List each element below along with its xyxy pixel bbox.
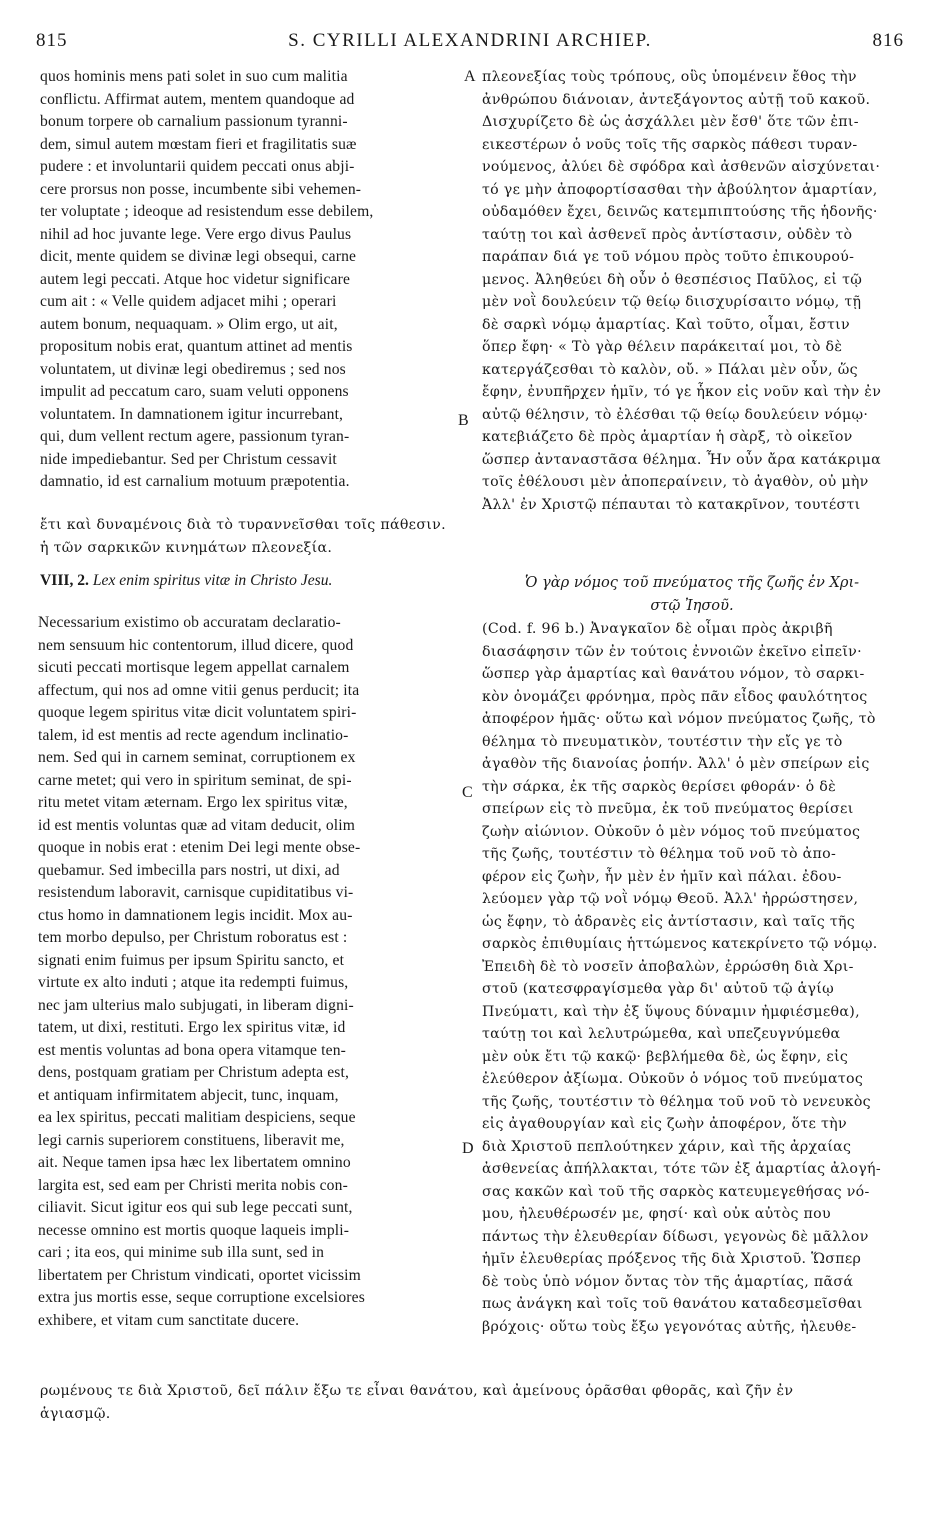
text-line: ὡς ἔφην, τὸ ἀδρανὲς εἰς ἀντίστασιν, καὶ ταῖς τῆς (482, 913, 856, 930)
text-line: ter voluptate ; ideoque ad resistendum esse debilem, (40, 203, 374, 220)
text-line: ὥσπερ γὰρ ἁμαρτίας καὶ θανάτου νόμον, τὸ σαρκι- (482, 666, 865, 682)
text-line: δὲ σαρκὶ νόμῳ ἁμαρτίας. Καὶ τοῦτο, οἶμαι, ἔστιν (482, 316, 850, 333)
text-line: nem. Sed qui in carnem seminat, corruptionem ex (38, 749, 356, 766)
text-line: dem, simul autem mœstam fieri et fragilitatis suæ (40, 135, 357, 153)
text-line: ἡμῖν ἐλευθερίας πρόξενος τῆς διὰ Χριστοῦ. Ὥσπερ (482, 1251, 862, 1267)
greek-section-heading (482, 572, 902, 617)
text-line: impulit ad peccatum caro, suam veluti opponens (40, 383, 349, 400)
section-title-latin: Lex enim spiritus vitæ in Christo Jesu. (92, 572, 333, 589)
text-line: ζωὴν αἰώνιον. Οὐκοῦν ὁ μὲν νόμος τοῦ πνεύματος (482, 823, 861, 840)
text-line: κὸν ὀνομάζει φρόνημα, πρὸς πᾶν εἶδος φαυλότητος (482, 688, 868, 705)
text-line: νούμενος, ἀλύει δὲ σφόδρα καὶ ἀσθενῶν αἰσχύνεται· (482, 159, 881, 175)
text-line: τῆς ζωῆς, τουτέστιν τὸ θέλημα τοῦ νοῦ τὸ νενευκὸς (482, 1093, 871, 1110)
text-line: affectum, qui nos ad omne vitii genus perducit; ita (38, 681, 360, 699)
page-number-left: 815 (36, 30, 68, 51)
text-line: μὲν νοῒ δουλεύειν τῷ θείῳ διισχυρίσαιτο νόμῳ, τῇ (482, 294, 862, 310)
text-line: ciliavit. Sicut igitur eos qui sub lege peccati sunt, (38, 1199, 353, 1216)
text-line: ἔφην, ἐνυπῆρχεν ἡμῖν, τό γε ἧκον εἰς νοῦν καὶ τὴν ἐν (482, 384, 882, 400)
text-line: Πνεύματι, καὶ τὴν ἐξ ὕψους δύναμιν ἠμφιέσμεθα), (482, 1003, 860, 1020)
text-line: legi carnis superiorem constituens, liberavit me, (38, 1131, 345, 1149)
text-line: et antiquam infirmitatem abjecit, tunc, inquam, (38, 1086, 339, 1104)
text-line: tatem, ut dixi, restituti. Ergo lex spiritus vitæ, id (38, 1019, 346, 1036)
text-line: virtute ex alto induti ; atque ita redempti fuimus, (38, 974, 349, 991)
text-line: λεύομεν γὰρ τῷ νοῒ νόμῳ Θεοῦ. Ἀλλ' ἠρρώστησεν, (482, 891, 859, 907)
text-line: Ἀλλ' ἐν Χριστῷ πέπαυται τὸ κατακρῖνον, τουτέστι (482, 496, 861, 513)
running-title: S. CYRILLI ALEXANDRINI ARCHIEP. (288, 30, 652, 51)
text-line: dens, postquam gratiam per Christum adepta est, (38, 1064, 350, 1081)
text-line: ait. Neque tamen ipsa hæc lex libertatem omnino (38, 1154, 351, 1171)
text-line: est mentis voluntas ad bona opera vitamque ten- (38, 1041, 347, 1059)
greek-overflow-bottom (40, 1380, 920, 1425)
text-line: dicit, mente quidem se divinæ legi obsequi, carne (40, 248, 357, 265)
text-line: libertatem per Christum vindicati, oportet vicissim (38, 1266, 361, 1284)
text-line: διὰ Χριστοῦ πεπλούτηκεν χάριν, καὶ τῆς ἀρχαίας (482, 1138, 852, 1155)
text-line: δὲ τοὺς ὑπὸ νόμον ὄντας τὸν τῆς ἁμαρτίας, πᾶσά (482, 1273, 854, 1290)
section-title-greek: στῷ Ἰησοῦ. (650, 596, 734, 614)
text-line: πάντως τὴν ἐλευθερίαν δίδωσι, γεγονὼς δὲ μᾶλλον (482, 1228, 869, 1245)
text-line: resistendum laboravit, carnisque cupiditatibus vi- (38, 884, 354, 901)
text-line: exhibere, et vitam cum sanctitate ducere. (38, 1311, 300, 1329)
text-line: ctus homo in damnationem legis incidit. Mox au- (38, 906, 353, 924)
text-line: μὲν οὐκ ἔτι τῷ κακῷ· βεβλήμεθα δὲ, ὡς ἔφην, εἰς (482, 1048, 849, 1065)
text-line: nem sensuum hic contentorum, illud dicere, quod (38, 636, 354, 654)
text-line: qui, dum vellent rectum agere, passionum tyran- (40, 428, 350, 445)
text-line: carne metet; qui vero in spiritum seminat, de spi- (38, 771, 352, 789)
text-line: sicuti peccati mortisque legem appellat carnalem (38, 659, 350, 676)
text-line: ὅπερ ἔφη· « Τὸ γὰρ θέλειν παράκειταί μοι, τὸ δὲ (482, 339, 843, 355)
greek-column-bottom (482, 618, 902, 1338)
margin-letter-c: C (462, 784, 473, 801)
text-line: extra jus mortis esse, seque corruptione excelsiores (38, 1289, 365, 1306)
text-line: ea lex spiritus, peccati malitiam despiciens, seque (38, 1109, 356, 1126)
text-line: τό γε μὴν ἀποφορτίσασθαι τὴν ἀβούλητον ἁμαρτίαν, (482, 181, 878, 198)
text-line: ἀνθρώπου διάνοιαν, ἀντεξάγοντος αὐτῇ τοῦ κακοῦ. (482, 91, 871, 108)
text-line: Δισχυρίζετο δὲ ὡς ἀσχάλλει μὲν ἔσθ' ὅτε τῶν ἐπι- (482, 114, 859, 130)
text-line: largita est, sed eam per Christi merita nobis con- (38, 1176, 348, 1194)
margin-letter-b: B (458, 412, 469, 429)
text-line: autem bonum, nequaquam. » Olim ergo, ut ait, (40, 315, 338, 333)
latin-column-top (40, 66, 462, 494)
text-line: ταύτῃ τοι καὶ ἀσθενεῖ πρὸς ἀντίστασιν, οὐδὲν τὸ (482, 226, 853, 243)
page-number-right: 816 (872, 30, 904, 51)
text-line: ἁγιασμῷ. (40, 1405, 111, 1422)
text-line: σας κακῶν καὶ τοῦ τῆς σαρκὸς κατευμεγεθήσας νό- (482, 1183, 870, 1200)
margin-letter-a: A (464, 68, 476, 85)
text-line: εικεστέρων ὁ νοῦς τοῖς τῆς σαρκὸς πάθεσι τυραν- (482, 136, 858, 153)
text-line: voluntatem. In damnationem igitur incurrebant, (40, 405, 344, 423)
greek-overflow-top (40, 514, 480, 559)
text-line: nec jam ulterius malo subjugati, in liberam digni- (38, 996, 354, 1014)
text-line: παράπαν διά γε τοῦ νόμου πρὸς τοῦτο ἐπικουρού- (482, 249, 855, 265)
text-line: οὐδαμόθεν ἔχει, δεινῶς κατεμπιπτούσης τῆς ἡδονῆς· (482, 204, 878, 220)
text-line: Ἐπειδὴ δὲ τὸ νοσεῖν ἀποβαλὼν, ἐρρώσθη διὰ Χρι- (482, 958, 854, 975)
text-line: κατεργάζεσθαι τὸ καλὸν, οὔ. » Πάλαι μὲν οὖν, ὥς (482, 361, 858, 378)
text-line: cum ait : « Velle quidem adjacet mihi ; operari (40, 293, 337, 310)
greek-column-top (482, 66, 902, 516)
section-number: VIII, 2. (40, 572, 89, 589)
text-line: tem morbo depulso, per Christum roboratus est : (38, 929, 348, 946)
text-line: αὐτῷ θέλησιν, τὸ ἐλέσθαι τῷ θείῳ δουλεύειν νόμῳ· (482, 406, 869, 423)
text-line: cere prorsus non posse, incumbente sibi vehemen- (40, 180, 362, 198)
text-line: στοῦ (κατεσφραγίσμεθα γὰρ δι' αὐτοῦ τῷ ἁγίῳ (482, 981, 835, 997)
text-line: quoque in nobis erat : etenim Dei legi mente obse- (38, 839, 361, 856)
text-line: ρωμένους τε διὰ Χριστοῦ, δεῖ πάλιν ἔξω τε εἶναι θανάτου, καὶ ἀμείνους ὁρᾶσθαι φθορᾶς, καὶ ζῆν ἐν (40, 1383, 794, 1399)
text-line: βρόχοις· οὕτω τοὺς ἔξω γεγονότας αὐτῆς, ἠλευθε- (482, 1318, 857, 1335)
text-line: nihil ad hoc juvante lege. Vere ergo divus Paulus (40, 225, 352, 243)
page-header (36, 30, 904, 54)
text-line: ἀσθενείας ἀπήλλακται, τότε τῶν ἐξ ἁμαρτίας ἀλογή- (482, 1161, 881, 1177)
text-line: εἰς ἀγαθουργίαν καὶ εἰς ζωὴν ἀποφέρον, ὅτε τὴν (482, 1116, 847, 1132)
text-line: (Cod. f. 96 b.) Ἀναγκαῖον δὲ οἶμαι πρὸς ἀκριβῆ (482, 621, 833, 637)
text-line: bonum torpere ob carnalium passionum tyranni- (40, 113, 348, 130)
latin-column-bottom (38, 612, 462, 1332)
text-line: τοῖς ἐθέλουσι μὲν ἀποπεραίνειν, τὸ ἀγαθὸν, οὐ μὴν (482, 474, 869, 490)
text-line: signati enim fuimus per ipsum Spiritu sancto, et (38, 951, 345, 969)
text-line: cari ; ita eos, qui minime sub illa sunt, sed in (38, 1244, 325, 1261)
text-line: ταύτῃ τοι καὶ λελυτρώμεθα, καὶ υπεζευγνύμεθα (482, 1026, 841, 1042)
text-line: damnatio, id est carnalium motuum præpotentia. (40, 473, 350, 490)
section-title-greek: Ὁ γὰρ νόμος τοῦ πνεύματος τῆς ζωῆς ἐν Χρι- (524, 574, 860, 591)
text-line: μενος. Ἀληθεύει δὴ οὖν ὁ θεσπέσιος Παῦλος, εἰ τῷ (482, 271, 863, 288)
text-line: θέλημα τὸ πνευματικὸν, τουτέστιν τὴν εἴς γε τὸ (482, 733, 843, 750)
text-line: ἀγαθὸν τῆς διανοίας ῥοπήν. Ἀλλ' ὁ μὲν σπείρων εἰς (482, 756, 870, 772)
text-line: conflictu. Affirmat autem, mentem quandoque ad (40, 90, 355, 108)
text-line: Necessarium existimo ob accuratam declaratio- (38, 614, 341, 631)
text-line: nide impediebantur. Sed per Christum cessavit (40, 450, 337, 468)
text-line: quebamur. Sed imbecilla pars nostri, ut dixi, ad (38, 861, 340, 879)
text-line: διασάφησιν τῶν ἐν τούτοις ἐννοιῶν ἐκεῖνο εἰπεῖν· (482, 643, 862, 660)
latin-section-heading (40, 570, 462, 593)
text-line: ἐλεύθερον ἀξίωμα. Οὐκοῦν ὁ νόμος τοῦ πνεύματος (482, 1071, 864, 1087)
text-line: quoque legem spiritus vitæ dicit voluntatem spiri- (38, 704, 357, 721)
text-line: ritu metet vitam æternam. Ergo lex spiritus vitæ, (38, 794, 348, 811)
text-line: ὥσπερ ἀνταναστᾶσα θέλημα. Ἦν οὖν ἄρα κατάκριμα (482, 451, 881, 468)
text-line: autem legi peccati. Atque hoc videtur significare (40, 270, 351, 288)
text-line: pudere : et involuntarii quidem peccati onus abji- (40, 158, 355, 175)
text-line: quos hominis mens pati solet in suo cum malitia (40, 68, 348, 85)
text-line: τὴν σάρκα, ἐκ τῆς σαρκὸς θερίσει φθοράν· ὁ δὲ (482, 778, 837, 795)
text-line: μου, ἠλευθέρωσέν με, φησί· καὶ οὐκ αὐτὸς που (482, 1206, 831, 1222)
text-line: propositum nobis erat, quantum attinet ad mentis (40, 338, 353, 355)
text-line: τῆς ζωῆς, τουτέστιν τὸ θέλημα τοῦ νοῦ τὸ ἀπο- (482, 846, 837, 862)
text-line: σαρκὸς ἐπιθυμίαις ἡττώμενος κατεκρίνετο τῷ νόμῳ. (482, 936, 878, 952)
text-line: κατεβιάζετο δὲ πρὸς ἁμαρτίαν ἡ σὰρξ, τὸ οἰκεῖον (482, 429, 853, 445)
text-line: φέρον εἰς ζωὴν, ἦν μὲν ἐν ἡμῖν καὶ πάλαι. ἐδου- (482, 868, 842, 885)
text-line: ἡ τῶν σαρκικῶν κινημάτων πλεονεξία. (40, 539, 333, 556)
text-line: voluntatem, ut divinæ legi obediremus ; sed nos (40, 360, 346, 378)
text-line: ἀποφέρον ἡμᾶς· οὕτω καὶ νόμον πνεύματος ζωῆς, τὸ (482, 711, 876, 727)
text-line: πλεονεξίας τοὺς τρόπους, οὓς ὑπομένειν ἔθος τὴν (482, 69, 857, 85)
text-line: id est mentis voluntas quæ ad vitam deducit, olim (38, 816, 356, 834)
text-line: σπείρων εἰς τὸ πνεῦμα, ἐκ τοῦ πνεύματος θερίσει (482, 801, 854, 817)
margin-letter-d: D (462, 1140, 474, 1157)
text-line: talem, id est mentis ad recte agendum inclinatio- (38, 726, 349, 744)
text-line: ἔτι καὶ δυναμένοις διὰ τὸ τυραννεῖσθαι τοῖς πάθεσιν. (40, 517, 446, 533)
text-line: necesse omnino est mortis quoque laqueis impli- (38, 1221, 350, 1239)
text-line: πως ἀνάγκη καὶ τοῖς τοῦ θανάτου καταδεσμεῖσθαι (482, 1296, 863, 1312)
